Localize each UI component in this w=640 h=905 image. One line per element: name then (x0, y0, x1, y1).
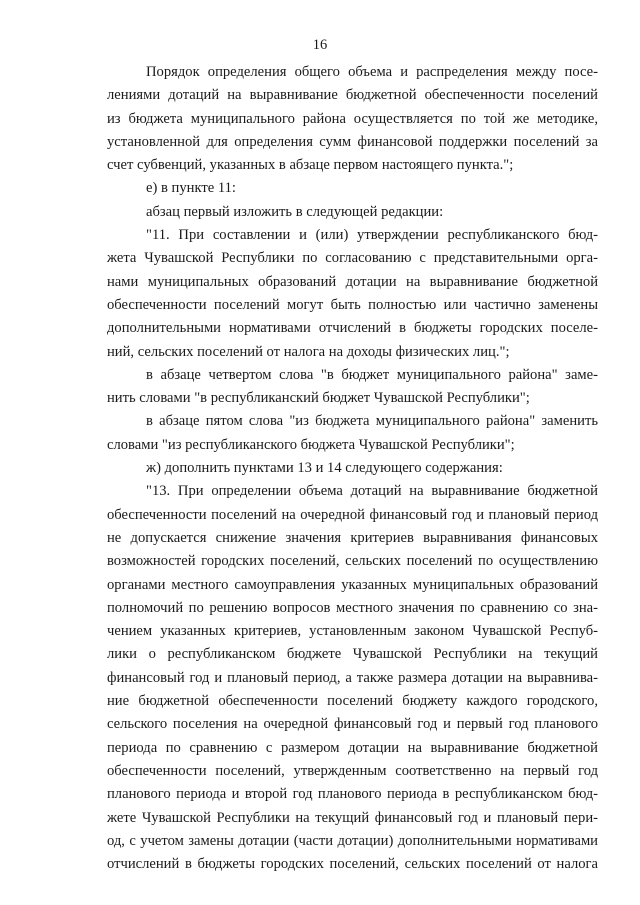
text-line: лениями дотаций на выравнивание бюджетной обеспеченности поселений (107, 87, 598, 104)
text-line: ние бюджетной обеспеченности поселений бюджету каждого городского, (107, 693, 598, 710)
text-line: финансовый год и плановый период, а также размера дотации на выравнива- (107, 669, 598, 686)
text-line: планового периода и второй год планового периода в республиканском бюд- (107, 786, 598, 803)
text-line: чением указанных критериев, установленным законом Чувашской Респуб- (107, 623, 598, 640)
text-line: ний, сельских поселений от налога на доходы физических лиц."; (107, 343, 510, 360)
text-line: обеспеченности поселений могут быть полностью или частично заменены (107, 296, 598, 313)
text-line: е) в пункте 11: (146, 180, 236, 197)
text-line: из бюджета муниципального района осуществляется по той же методике, (107, 110, 598, 127)
text-line: дополнительными нормативами отчислений в бюджеты городских поселе- (107, 320, 598, 337)
text-line: полномочий по решению вопросов местного значения по сравнению со зна- (107, 599, 598, 616)
text-line: периода по сравнению с размером дотации на выравнивание бюджетной (107, 739, 598, 756)
text-line: не допускается снижение значения критериев выравнивания финансовых (107, 529, 598, 546)
text-line: Порядок определения общего объема и распределения между посе- (146, 64, 598, 80)
text-line: отчислений в бюджеты городских поселений, сельских поселений от налога (107, 856, 598, 873)
text-line: жета Чувашской Республики по согласованию с представительными орга- (107, 250, 598, 267)
page-number: 16 (312, 37, 328, 53)
text-line: нить словами "в республиканский бюджет Чувашской Республики"; (107, 390, 530, 407)
text-line: абзац первый изложить в следующей редакции: (146, 203, 444, 220)
text-line: словами "из республиканского бюджета Чувашской Республики"; (107, 436, 515, 453)
text-line: "13. При определении объема дотаций на выравнивание бюджетной (146, 483, 598, 500)
text-line: обеспеченности поселений, утвержденным соответственно на первый год (107, 762, 598, 779)
text-line: в абзаце пятом слова "из бюджета муниципального района" заменить (146, 413, 598, 430)
text-line: од, с учетом замены дотации (части дотации) дополнительными нормативами (107, 832, 598, 849)
document-body (107, 61, 598, 876)
text-line: счет субвенций, указанных в абзаце первом настоящего пункта."; (107, 157, 514, 174)
text-line: органами местного самоуправления указанных муниципальных образований (107, 576, 598, 593)
text-line: нами муниципальных образований дотации на выравнивание бюджетной (107, 273, 598, 290)
text-line: возможностей городских поселений, сельских поселений по осуществлению (107, 553, 598, 570)
text-line: обеспеченности поселений на очередной финансовый год и плановый период (107, 506, 598, 523)
text-line: жете Чувашской Республики на текущий финансовый год и плановый пери- (107, 809, 598, 826)
text-line: установленной для определения сумм финансовой поддержки поселений за (107, 133, 598, 150)
text-line: в абзаце четвертом слова "в бюджет муниципального района" заме- (146, 366, 598, 383)
text-line: лики о республиканском бюджете Чувашской Республики на текущий (107, 646, 598, 663)
text-line: сельского поселения на очередной финансовый год и первый год планового (107, 716, 598, 733)
text-line: "11. При составлении и (или) утверждении республиканского бюд- (146, 227, 598, 244)
text-line: ж) дополнить пунктами 13 и 14 следующего содержания: (146, 460, 503, 477)
